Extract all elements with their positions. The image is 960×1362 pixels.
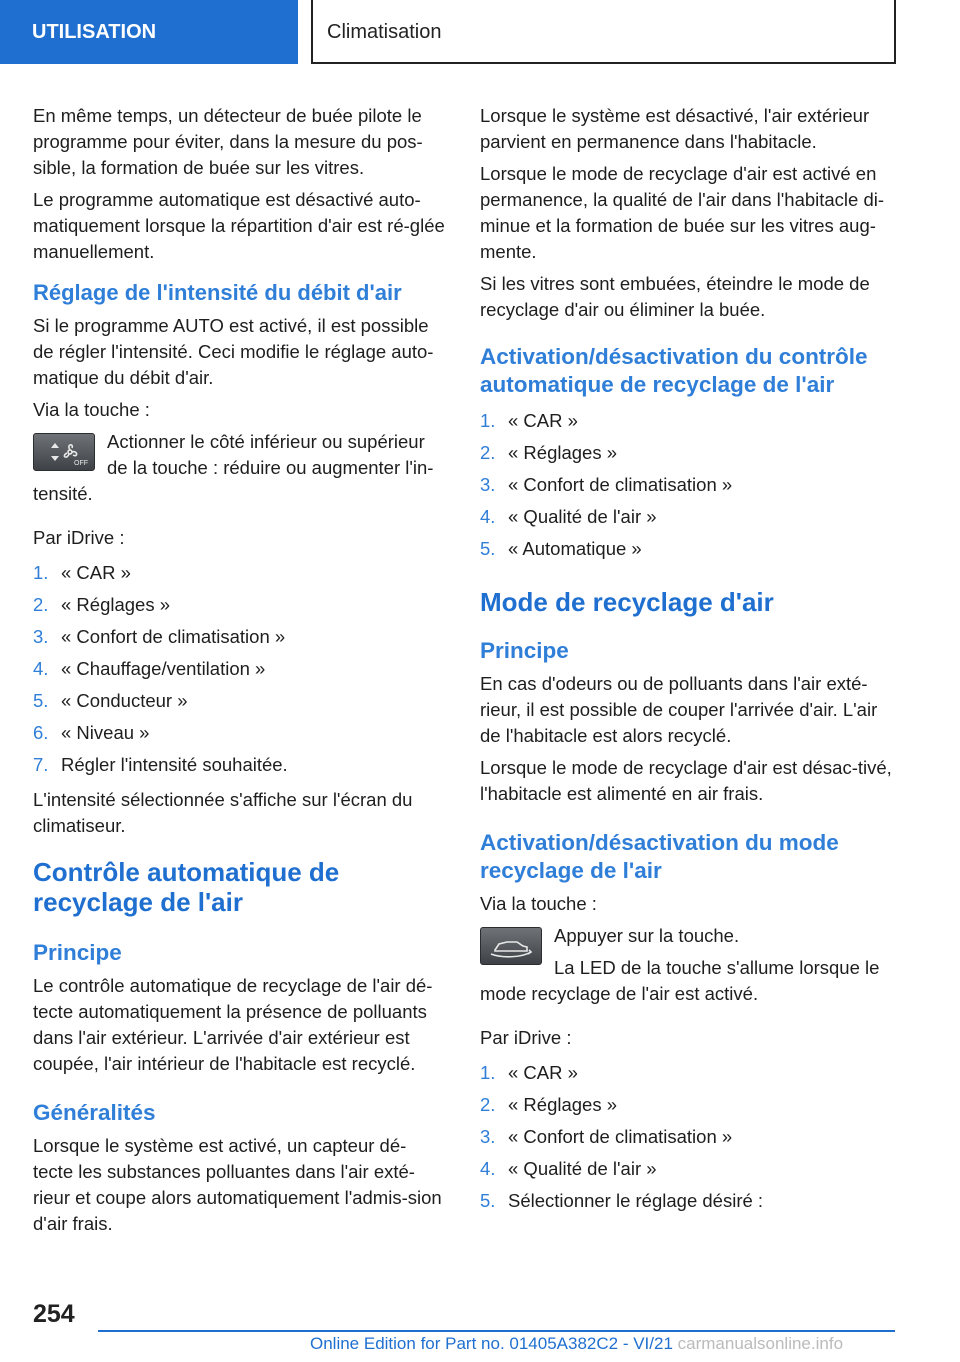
list-item: 2. « Réglages » — [480, 1094, 618, 1115]
idrive-label: Par iDrive : — [480, 1027, 572, 1048]
list-item: 5. « Conducteur » — [33, 690, 188, 711]
paragraph: Lorsque le mode de recyclage d'air est activé en permanence, la qualité de l'air dans l'habitacle di-minue et la formation de buée sur les vitres aug-mente. — [480, 163, 885, 262]
page-header — [0, 0, 960, 66]
paragraph: Le contrôle automatique de recyclage de l'air dé-tecte automatiquement la présence de polluants dans l'air extérieur. L'arrivée d'air extérieur est coupée, l'air intérieur de l'habitacle est recyclé. — [33, 975, 433, 1074]
button-instruction: La LED de la touche s'allume lorsque le mode recyclage de l'air est activé. — [480, 957, 880, 1004]
heading-intensity: Réglage de l'intensité du débit d'air — [33, 280, 402, 305]
list-item: 1. « CAR » — [33, 562, 131, 583]
left-column — [33, 103, 445, 1243]
paragraph: En cas d'odeurs ou de polluants dans l'air exté-rieur, il est possible de couper l'arrivée d'air. L'air de l'habitacle est alors recyclé. — [480, 673, 878, 746]
list-item: 3. « Confort de climatisation » — [33, 626, 286, 647]
list-item: 6. « Niveau » — [33, 722, 150, 743]
via-button-label: Via la touche : — [480, 893, 597, 914]
list-item: 4. « Qualité de l'air » — [480, 1158, 657, 1179]
edition-text: Online Edition for Part no. 01405A382C2 - VI/21 — [310, 1334, 673, 1353]
steps-auto — [480, 405, 892, 565]
fan-button-row — [33, 429, 445, 513]
footer-divider — [98, 1330, 895, 1332]
steps-intensity — [33, 557, 445, 781]
button-instruction: Actionner le côté inférieur ou supérieur de la touche : réduire ou augmenter l'in-tensité. — [33, 431, 434, 504]
footer-edition — [310, 1334, 843, 1354]
paragraph: Si le programme AUTO est activé, il est possible de régler l'intensité. Ceci modifie le réglage auto-matique du débit d'air. — [33, 315, 434, 388]
idrive-label: Par iDrive : — [33, 527, 125, 548]
list-item: 4. « Chauffage/ventilation » — [33, 658, 266, 679]
heading-recirculation-mode: Mode de recyclage d'air — [480, 587, 774, 617]
paragraph: Lorsque le mode de recyclage d'air est désac-tivé, l'habitacle est alimenté en air frais. — [480, 757, 892, 804]
paragraph: Lorsque le système est activé, un capteur dé-tecte les substances polluantes dans l'air exté-rieur et coupe alors automatiquement l'admis-sion d'air frais. — [33, 1135, 442, 1234]
paragraph: L'intensité sélectionnée s'affiche sur l'écran du climatiseur. — [33, 789, 413, 836]
button-instruction: Appuyer sur la touche. — [554, 925, 740, 946]
paragraph: En même temps, un détecteur de buée pilote le programme pour éviter, dans la mesure du pos-sible, la formation de buée sur les vitres. — [33, 105, 423, 178]
paragraph: Le programme automatique est désactivé auto-matiquement lorsque la répartition d'air est ré-glée manuellement. — [33, 189, 445, 262]
list-item: 5. Sélectionner le réglage désiré : — [480, 1190, 764, 1211]
heading-general: Généralités — [33, 1100, 156, 1125]
recirculation-button-row — [480, 923, 892, 1013]
fan-button-icon — [33, 433, 95, 471]
chapter-title: Climatisation — [311, 0, 896, 64]
heading-activation-auto: Activation/désactivation du contrôle automatique de recyclage de l'air — [480, 344, 868, 397]
list-item: 1. « CAR » — [480, 1062, 578, 1083]
heading-principle: Principe — [33, 940, 122, 965]
list-item: 2. « Réglages » — [33, 594, 171, 615]
watermark: carmanualsonline.info — [677, 1334, 844, 1353]
paragraph: Si les vitres sont embuées, éteindre le mode de recyclage d'air ou éliminer la buée. — [480, 273, 870, 320]
list-item: 3. « Confort de climatisation » — [480, 1126, 733, 1147]
list-item: 5. « Automatique » — [480, 538, 642, 559]
list-item: 1. « CAR » — [480, 410, 578, 431]
section-tab: UTILISATION — [0, 0, 298, 64]
list-item: 2. « Réglages » — [480, 442, 618, 463]
heading-auto-recirculation: Contrôle automatique de recyclage de l'air — [33, 857, 340, 917]
list-item: 4. « Qualité de l'air » — [480, 506, 657, 527]
steps-mode — [480, 1057, 892, 1217]
list-item: 3. « Confort de climatisation » — [480, 474, 733, 495]
list-item: 7. Régler l'intensité souhaitée. — [33, 754, 288, 775]
via-button-label: Via la touche : — [33, 399, 150, 420]
paragraph: Lorsque le système est désactivé, l'air extérieur parvient en permanence dans l'habitacle. — [480, 105, 870, 152]
heading-principle: Principe — [480, 638, 569, 663]
svg-text:OFF: OFF — [74, 460, 88, 467]
right-column — [480, 103, 892, 1223]
recirculation-button-icon — [480, 927, 542, 965]
heading-activation-mode: Activation/désactivation du mode recyclage de l'air — [480, 830, 839, 883]
page-number: 254 — [33, 1300, 75, 1328]
